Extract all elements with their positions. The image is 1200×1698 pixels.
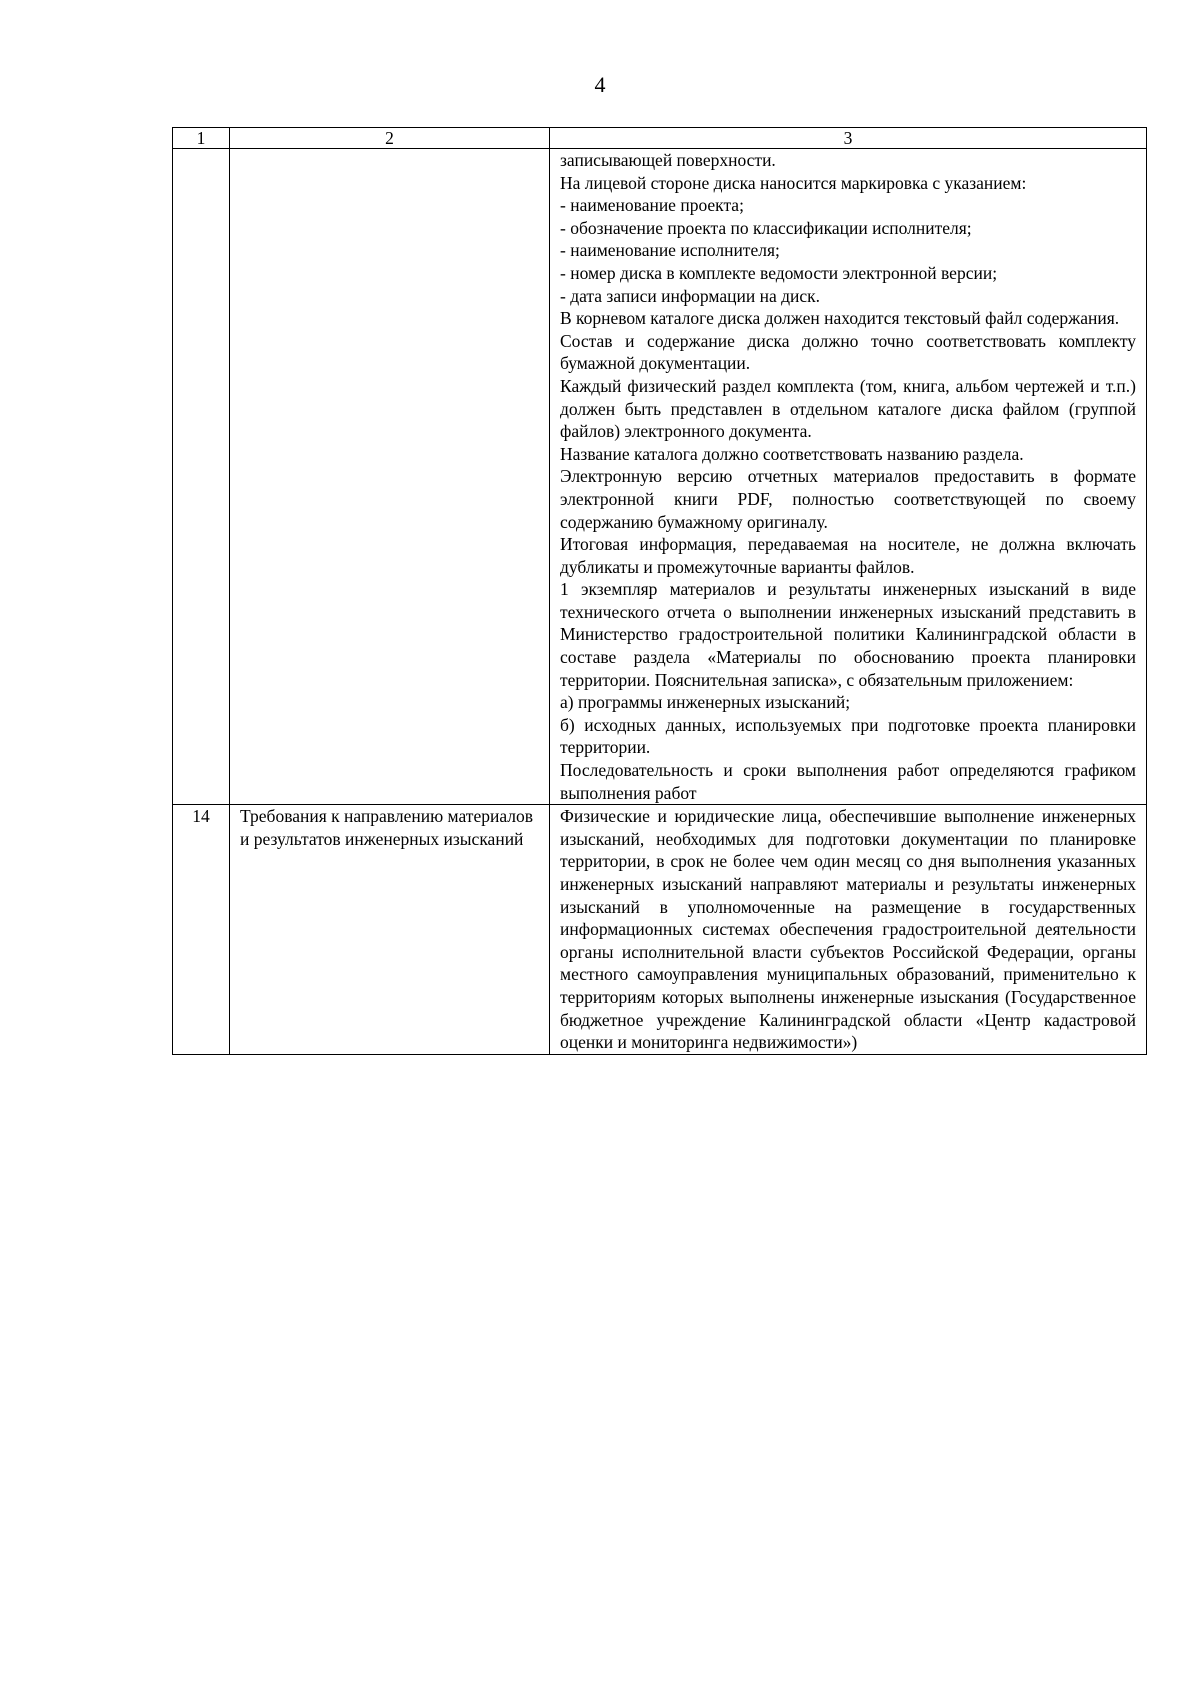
paragraph: Состав и содержание диска должно точно соответствовать комплекту бумажной документации. <box>560 330 1136 374</box>
list-item: а) программы инженерных изысканий; <box>560 692 851 713</box>
list-item: - наименование исполнителя; <box>560 240 780 261</box>
list-item: б) исходных данных, используемых при подготовке проекта планировки территории. <box>560 714 1136 758</box>
list-item: - наименование проекта; <box>560 195 744 216</box>
row-content-cell <box>550 149 1147 805</box>
row-content-cell <box>550 805 1147 1055</box>
page-number: 4 <box>594 72 606 97</box>
column-header-2: 2 <box>230 128 550 149</box>
table-header-row <box>173 128 1147 149</box>
row-number-cell <box>173 149 230 805</box>
list-item: - номер диска в комплекте ведомости электронной версии; <box>560 262 998 283</box>
column-header-1: 1 <box>173 128 230 149</box>
paragraph: В корневом каталоге диска должен находится текстовый файл содержания. <box>560 308 1120 329</box>
table-row-14 <box>173 805 1147 1055</box>
row-number-cell: 14 <box>173 805 230 1055</box>
row-title: Требования к направлению материалов и результатов инженерных изысканий <box>240 806 533 849</box>
paragraph: Каждый физический раздел комплекта (том, книга, альбом чертежей и т.п.) должен быть представлен в отдельном каталоге диска файлом (группой файлов) электронного документа. <box>560 375 1136 442</box>
column-header-3: 3 <box>550 128 1147 149</box>
list-item: - обозначение проекта по классификации исполнителя; <box>560 217 972 238</box>
paragraph: Название каталога должно соответствовать названию раздела. <box>560 443 1024 464</box>
paragraph: записывающей поверхности. <box>560 150 776 170</box>
requirements-table <box>172 127 1147 1055</box>
paragraph: Электронную версию отчетных материалов предоставить в формате электронной книги PDF, полностью соответствующей по своему содержанию бумажному оригиналу. <box>560 466 1136 532</box>
paragraph: На лицевой стороне диска наносится маркировка с указанием: <box>560 172 1027 193</box>
paragraph: Физические и юридические лица, обеспечившие выполнение инженерных изысканий, необходимых для подготовки документации по планировке территории, в срок не более чем один месяц со дня выполнения указанных инженерных изысканий направляют материалы и результаты инженерных изысканий в уполномоченные на размещение в государственных информационных системах обеспечения градостроительной деятельности органы исполнительной власти субъектов Российской Федерации, органы местного самоуправления муниципальных образований, применительно к территориям которых выполнены инженерные изыскания (Государственное бюджетное учреждение Калининградской области «Центр кадастровой оценки и мониторинга недвижимости») <box>560 806 1136 1053</box>
paragraph: 1 экземпляр материалов и результаты инженерных изысканий в виде технического отчета о выполнении инженерных изысканий представить в Министерство градостроительной политики Калининградской области в составе раздела «Материалы по обоснованию проекта планировки территории. Пояснительная записка», с обязательным приложением: <box>560 579 1136 690</box>
row-title-cell <box>230 805 550 1055</box>
paragraph: Последовательность и сроки выполнения работ определяются графиком выполнения работ <box>560 760 1136 803</box>
table-row-continuation <box>173 149 1147 805</box>
list-item: - дата записи информации на диск. <box>560 285 821 306</box>
row-title-cell <box>230 149 550 805</box>
paragraph: Итоговая информация, передаваемая на носителе, не должна включать дубликаты и промежуточные варианты файлов. <box>560 534 1136 577</box>
